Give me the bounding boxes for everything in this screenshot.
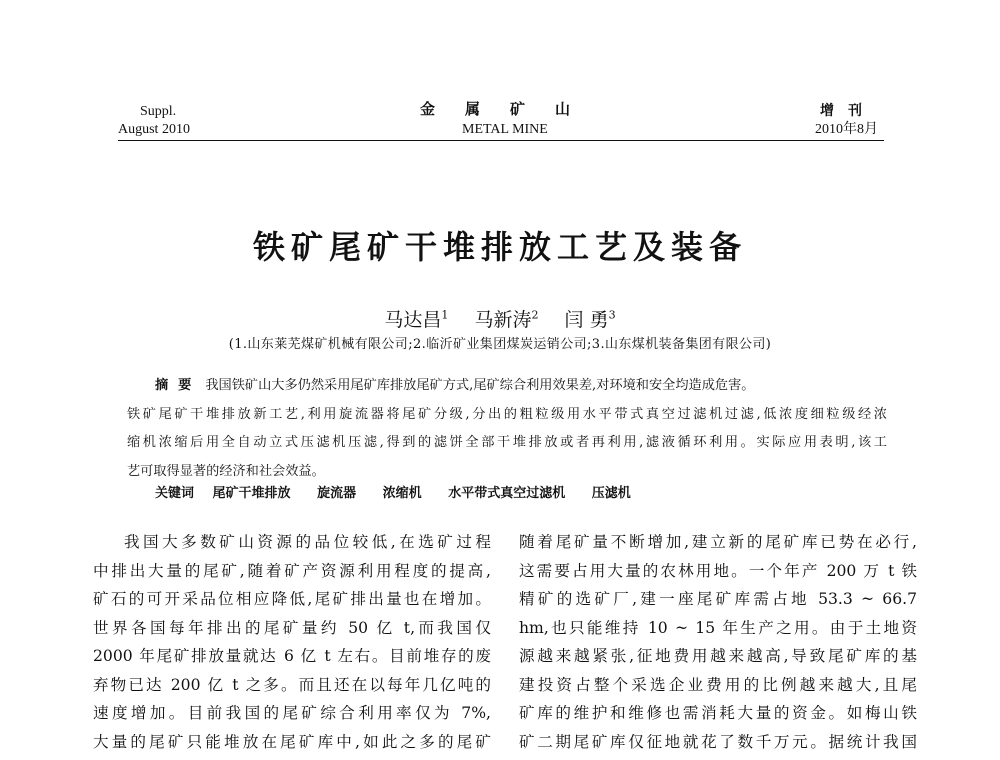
header-rule — [118, 140, 884, 141]
author — [565, 309, 616, 331]
body-line: 随着尾矿量不断增加,建立新的尾矿库已势在必行, — [519, 533, 917, 551]
header-supplement-cn: 增刊 — [820, 104, 876, 119]
body-line: 矿石的可开采品位相应降低,尾矿排出量也在增加。 — [93, 590, 491, 608]
keyword: 压滤机 — [591, 486, 631, 501]
author-name: 马新涛 — [474, 309, 532, 331]
abstract-line — [127, 374, 887, 403]
abstract-line: 铁矿尾矿干堆排放新工艺,利用旋流器将尾矿分级,分出的粗粒级用水平带式真空过滤机过滤,低浓度细粒级经浓 — [127, 406, 887, 422]
body-column-left — [93, 528, 491, 756]
abstract-line: 艺可取得显著的经济和社会效益。 — [127, 463, 325, 479]
author-list — [0, 305, 1000, 332]
author-name: 闫 勇 — [564, 309, 609, 331]
author — [384, 309, 448, 331]
body-line: 矿库的维护和维修也需消耗大量的资金。如梅山铁 — [519, 704, 917, 722]
body-line: 精矿的选矿厂,建一座尾矿库需占地 53.3 ~ 66.7 — [519, 590, 917, 608]
paper-title: 铁矿尾矿干堆排放工艺及装备 — [252, 228, 747, 266]
abstract — [127, 374, 887, 488]
author — [474, 309, 538, 331]
header-suppl: Suppl. — [140, 104, 177, 119]
body-line: 我国大多数矿山资源的品位较低,在选矿过程 — [124, 533, 491, 551]
keywords — [155, 482, 653, 501]
keyword: 尾矿干堆排放 — [212, 486, 291, 501]
body-line: 源越来越紧张,征地费用越来越高,导致尾矿库的基 — [519, 647, 917, 665]
abstract-text: 我国铁矿山大多仍然采用尾矿库排放尾矿方式,尾矿综合利用效果差,对环境和安全均造成危害。 — [205, 378, 755, 393]
body-line: 这需要占用大量的农林用地。一个年产 200 万 t 铁 — [519, 561, 917, 580]
keywords-label: 关键词 — [155, 486, 195, 501]
body-line: 大量的尾矿只能堆放在尾矿库中,如此之多的尾矿 — [93, 732, 491, 751]
body-line: 中排出大量的尾矿,随着矿产资源利用程度的提高, — [93, 561, 491, 580]
header-journal-en: METAL MINE — [462, 122, 548, 137]
body-line: 世界各国每年排出的尾矿量约 50 亿 t,而我国仅 — [93, 618, 491, 637]
keyword: 旋流器 — [317, 486, 357, 501]
header-journal-cn: 金属矿山 — [420, 102, 601, 118]
keyword: 浓缩机 — [382, 486, 422, 501]
keyword: 水平带式真空过滤机 — [448, 486, 566, 501]
body-line: 速度增加。目前我国的尾矿综合利用率仅为 7%, — [93, 704, 491, 722]
abstract-label: 摘要 — [155, 378, 202, 393]
body-line: hm,也只能维持 10 ~ 15 年生产之用。由于土地资 — [519, 618, 917, 637]
abstract-line: 缩机浓缩后用全自动立式压滤机压滤,得到的滤饼全部干堆排放或者再利用,滤液循环利用。实际应用表明,该工 — [127, 435, 887, 450]
header-date-cn: 2010年8月 — [815, 122, 878, 137]
body-line: 弃物已达 200 亿 t 之多。而且还在以每年几亿吨的 — [93, 675, 491, 694]
body-line: 2000 年尾矿排放量就达 6 亿 t 左右。目前堆存的废 — [93, 647, 491, 665]
body-line: 矿二期尾矿库仅征地就花了数千万元。据统计我国 — [519, 732, 917, 751]
affiliations: (1.山东莱芜煤矿机械有限公司;2.临沂矿业集团煤炭运销公司;3.山东煤机装备集团有限公司) — [228, 337, 772, 352]
author-affil-mark: 1 — [441, 308, 449, 322]
author-affil-mark: 2 — [531, 308, 539, 322]
header-date-en: August 2010 — [118, 122, 190, 137]
body-line: 建投资占整个采选企业费用的比例越来越大,且尾 — [519, 675, 917, 694]
author-name: 马达昌 — [384, 309, 442, 331]
body-column-right — [519, 528, 917, 756]
author-affil-mark: 3 — [608, 308, 616, 322]
